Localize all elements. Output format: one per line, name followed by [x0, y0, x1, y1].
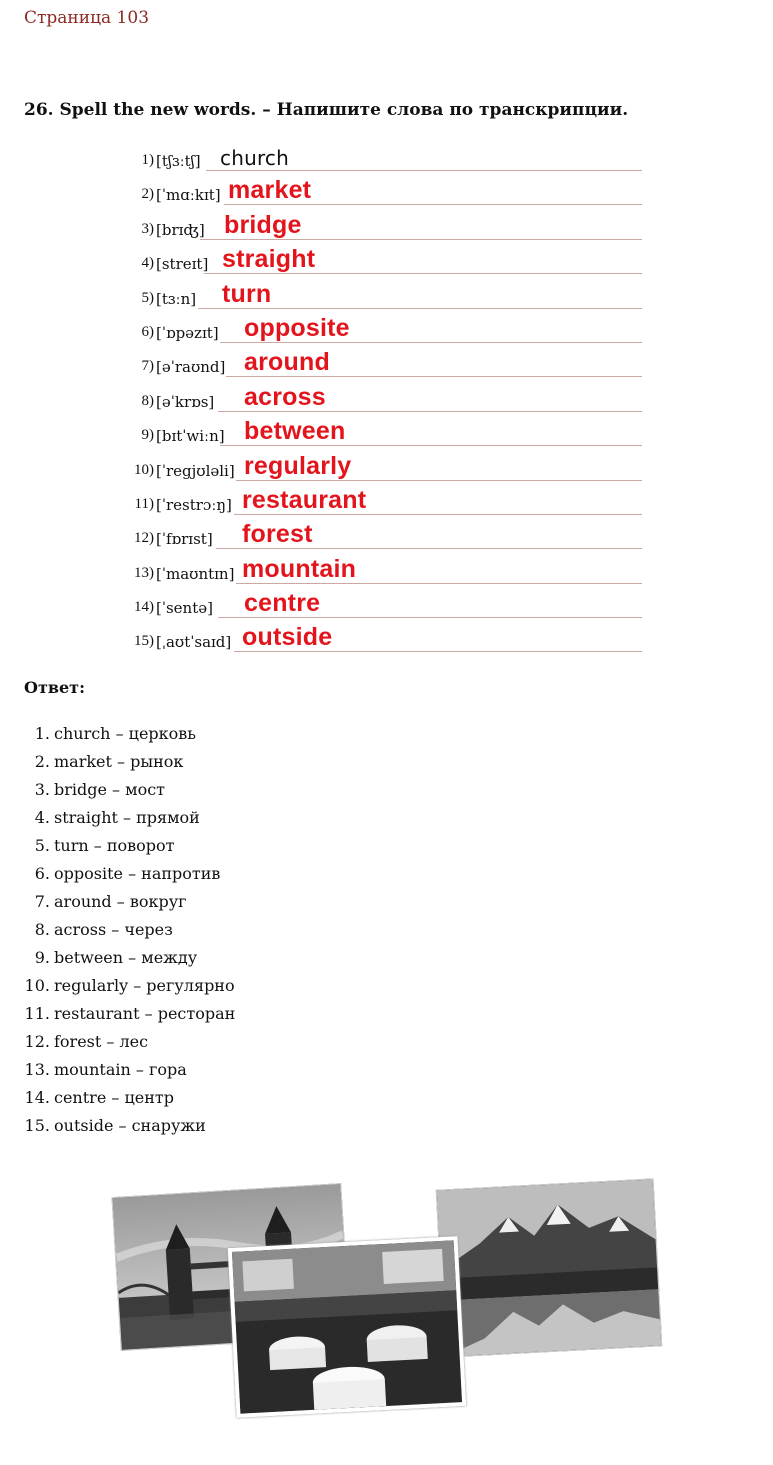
- answer-text: church – церковь: [54, 724, 197, 743]
- photo-collage: [112, 1172, 662, 1412]
- exercise-number: 4): [141, 255, 154, 272]
- exercise-answer-word: centre: [244, 589, 321, 618]
- exercise-row: [120, 554, 650, 593]
- answer-text: market – рынок: [54, 752, 184, 771]
- exercise-transcription: [tʃɜːtʃ]: [156, 152, 201, 170]
- answer-text: across – через: [54, 920, 173, 939]
- exercise-answer-word: around: [244, 348, 330, 377]
- answer-item: [0, 860, 235, 888]
- exercise-answer-word: mountain: [242, 554, 357, 583]
- answer-number: 15.: [24, 1116, 50, 1135]
- exercise-row: [120, 589, 650, 627]
- answer-number: 2.: [34, 752, 50, 771]
- answer-number: 14.: [24, 1088, 50, 1107]
- exercise-row: [120, 313, 650, 352]
- exercise-number: 12): [134, 530, 154, 547]
- page-number: Страница 103: [24, 8, 150, 28]
- answer-number: 12.: [24, 1032, 50, 1051]
- exercise-transcription: [əˈraʊnd]: [156, 358, 226, 377]
- answer-item: [0, 1056, 235, 1084]
- answer-text: restaurant – ресторан: [54, 1004, 236, 1023]
- exercise-answer-word: church: [220, 146, 290, 170]
- answer-item: [0, 1028, 235, 1056]
- exercise-transcription: [ˈfɒrɪst]: [156, 530, 213, 549]
- writing-line: [206, 170, 642, 171]
- answer-number: 6.: [34, 864, 50, 883]
- answer-item: [0, 748, 235, 776]
- exercise-transcription: [tɜːn]: [156, 289, 197, 308]
- exercise-number: 15): [134, 633, 154, 650]
- exercise-answer-word: forest: [242, 520, 313, 549]
- exercise-number: 8): [141, 392, 154, 409]
- exercise-answer-word: outside: [242, 623, 333, 652]
- exercise-transcription: [streɪt]: [156, 255, 209, 274]
- exercise-answer-word: restaurant: [242, 485, 367, 514]
- exercise-number: 5): [141, 289, 154, 306]
- exercise-answer-word: straight: [222, 245, 316, 274]
- answer-text: centre – центр: [54, 1088, 174, 1107]
- exercise-transcription: [ˈmɑːkɪt]: [156, 186, 221, 205]
- answer-number: 1.: [34, 724, 50, 743]
- answer-item: [0, 720, 235, 748]
- answer-item: [0, 1000, 235, 1028]
- exercise-row: [120, 417, 650, 455]
- exercise-number: 7): [141, 358, 154, 375]
- exercise-number: 9): [141, 427, 154, 444]
- answer-item: [0, 1084, 235, 1112]
- answer-item: [0, 916, 235, 944]
- exercise-row: [120, 451, 650, 490]
- exercise-transcription: [ˈrestrɔːŋ]: [156, 495, 232, 514]
- exercise-answer-word: bridge: [224, 210, 302, 239]
- exercise-answer-word: opposite: [244, 313, 350, 342]
- exercise-number: 2): [141, 186, 154, 203]
- exercise-row: [120, 279, 650, 318]
- answer-item: [0, 888, 235, 916]
- exercise-transcription: [brɪʤ]: [156, 220, 205, 239]
- answer-number: 5.: [34, 836, 50, 855]
- exercise-number: 14): [134, 599, 154, 616]
- answer-number: 11.: [24, 1004, 50, 1023]
- answer-number: 3.: [34, 780, 50, 799]
- answer-item: [0, 832, 235, 860]
- answer-number: 10.: [24, 976, 50, 995]
- exercise-number: 13): [134, 564, 154, 581]
- answer-number: 13.: [24, 1060, 50, 1079]
- answer-number: 7.: [34, 892, 50, 911]
- exercise-transcription: [ˈmaʊntɪn]: [156, 564, 235, 583]
- answer-text: regularly – регулярно: [54, 976, 235, 995]
- exercise-row: [120, 176, 650, 214]
- answer-list: [0, 720, 235, 1140]
- exercise-number: 11): [134, 495, 154, 512]
- exercise-transcription: [ˌaʊtˈsaɪd]: [156, 633, 232, 652]
- answer-text: bridge – мост: [54, 780, 166, 799]
- exercise-image: [120, 146, 650, 662]
- answer-item: [0, 1112, 235, 1140]
- answer-text: forest – лес: [54, 1032, 149, 1051]
- exercise-transcription: [ˈɒpəzɪt]: [156, 323, 219, 342]
- answer-text: mountain – гора: [54, 1060, 187, 1079]
- answer-number: 8.: [34, 920, 50, 939]
- task-title: 26. Spell the new words. – Напишите слова по транскрипции.: [24, 100, 629, 120]
- exercise-row: [120, 210, 650, 249]
- answer-text: between – между: [54, 948, 198, 967]
- restaurant-photo: [228, 1236, 467, 1418]
- answer-item: [0, 972, 235, 1000]
- exercise-answer-word: between: [244, 417, 346, 446]
- exercise-number: 6): [141, 323, 154, 340]
- exercise-row: [120, 520, 650, 558]
- answer-text: straight – прямой: [54, 808, 200, 827]
- answer-number: 9.: [34, 948, 50, 967]
- exercise-number: 10): [134, 461, 154, 478]
- mountain-lake-photo: [436, 1178, 662, 1357]
- exercise-row: [120, 623, 650, 661]
- answer-item: [0, 776, 235, 804]
- answer-text: turn – поворот: [54, 836, 175, 855]
- exercise-answer-word: regularly: [244, 451, 352, 480]
- answer-text: outside – снаружи: [54, 1116, 206, 1135]
- exercise-row: [120, 245, 650, 283]
- answer-number: 4.: [34, 808, 50, 827]
- exercise-row: [120, 485, 650, 524]
- answer-item: [0, 944, 235, 972]
- exercise-row: [120, 146, 650, 180]
- exercise-number: 3): [141, 220, 154, 237]
- answer-item: [0, 804, 235, 832]
- exercise-transcription: [ˈsentə]: [156, 599, 213, 618]
- answer-text: opposite – напротив: [54, 864, 221, 883]
- exercise-answer-word: turn: [222, 279, 272, 308]
- exercise-answer-word: across: [244, 382, 326, 411]
- exercise-number: 1): [141, 152, 154, 168]
- answer-text: around – вокруг: [54, 892, 187, 911]
- exercise-transcription: [ˈregjʊləli]: [156, 461, 235, 480]
- exercise-row: [120, 382, 650, 421]
- answer-heading: Ответ:: [24, 678, 85, 697]
- exercise-answer-word: market: [228, 176, 312, 205]
- exercise-transcription: [bɪtˈwiːn]: [156, 427, 225, 446]
- exercise-row: [120, 348, 650, 386]
- exercise-transcription: [əˈkrɒs]: [156, 392, 215, 411]
